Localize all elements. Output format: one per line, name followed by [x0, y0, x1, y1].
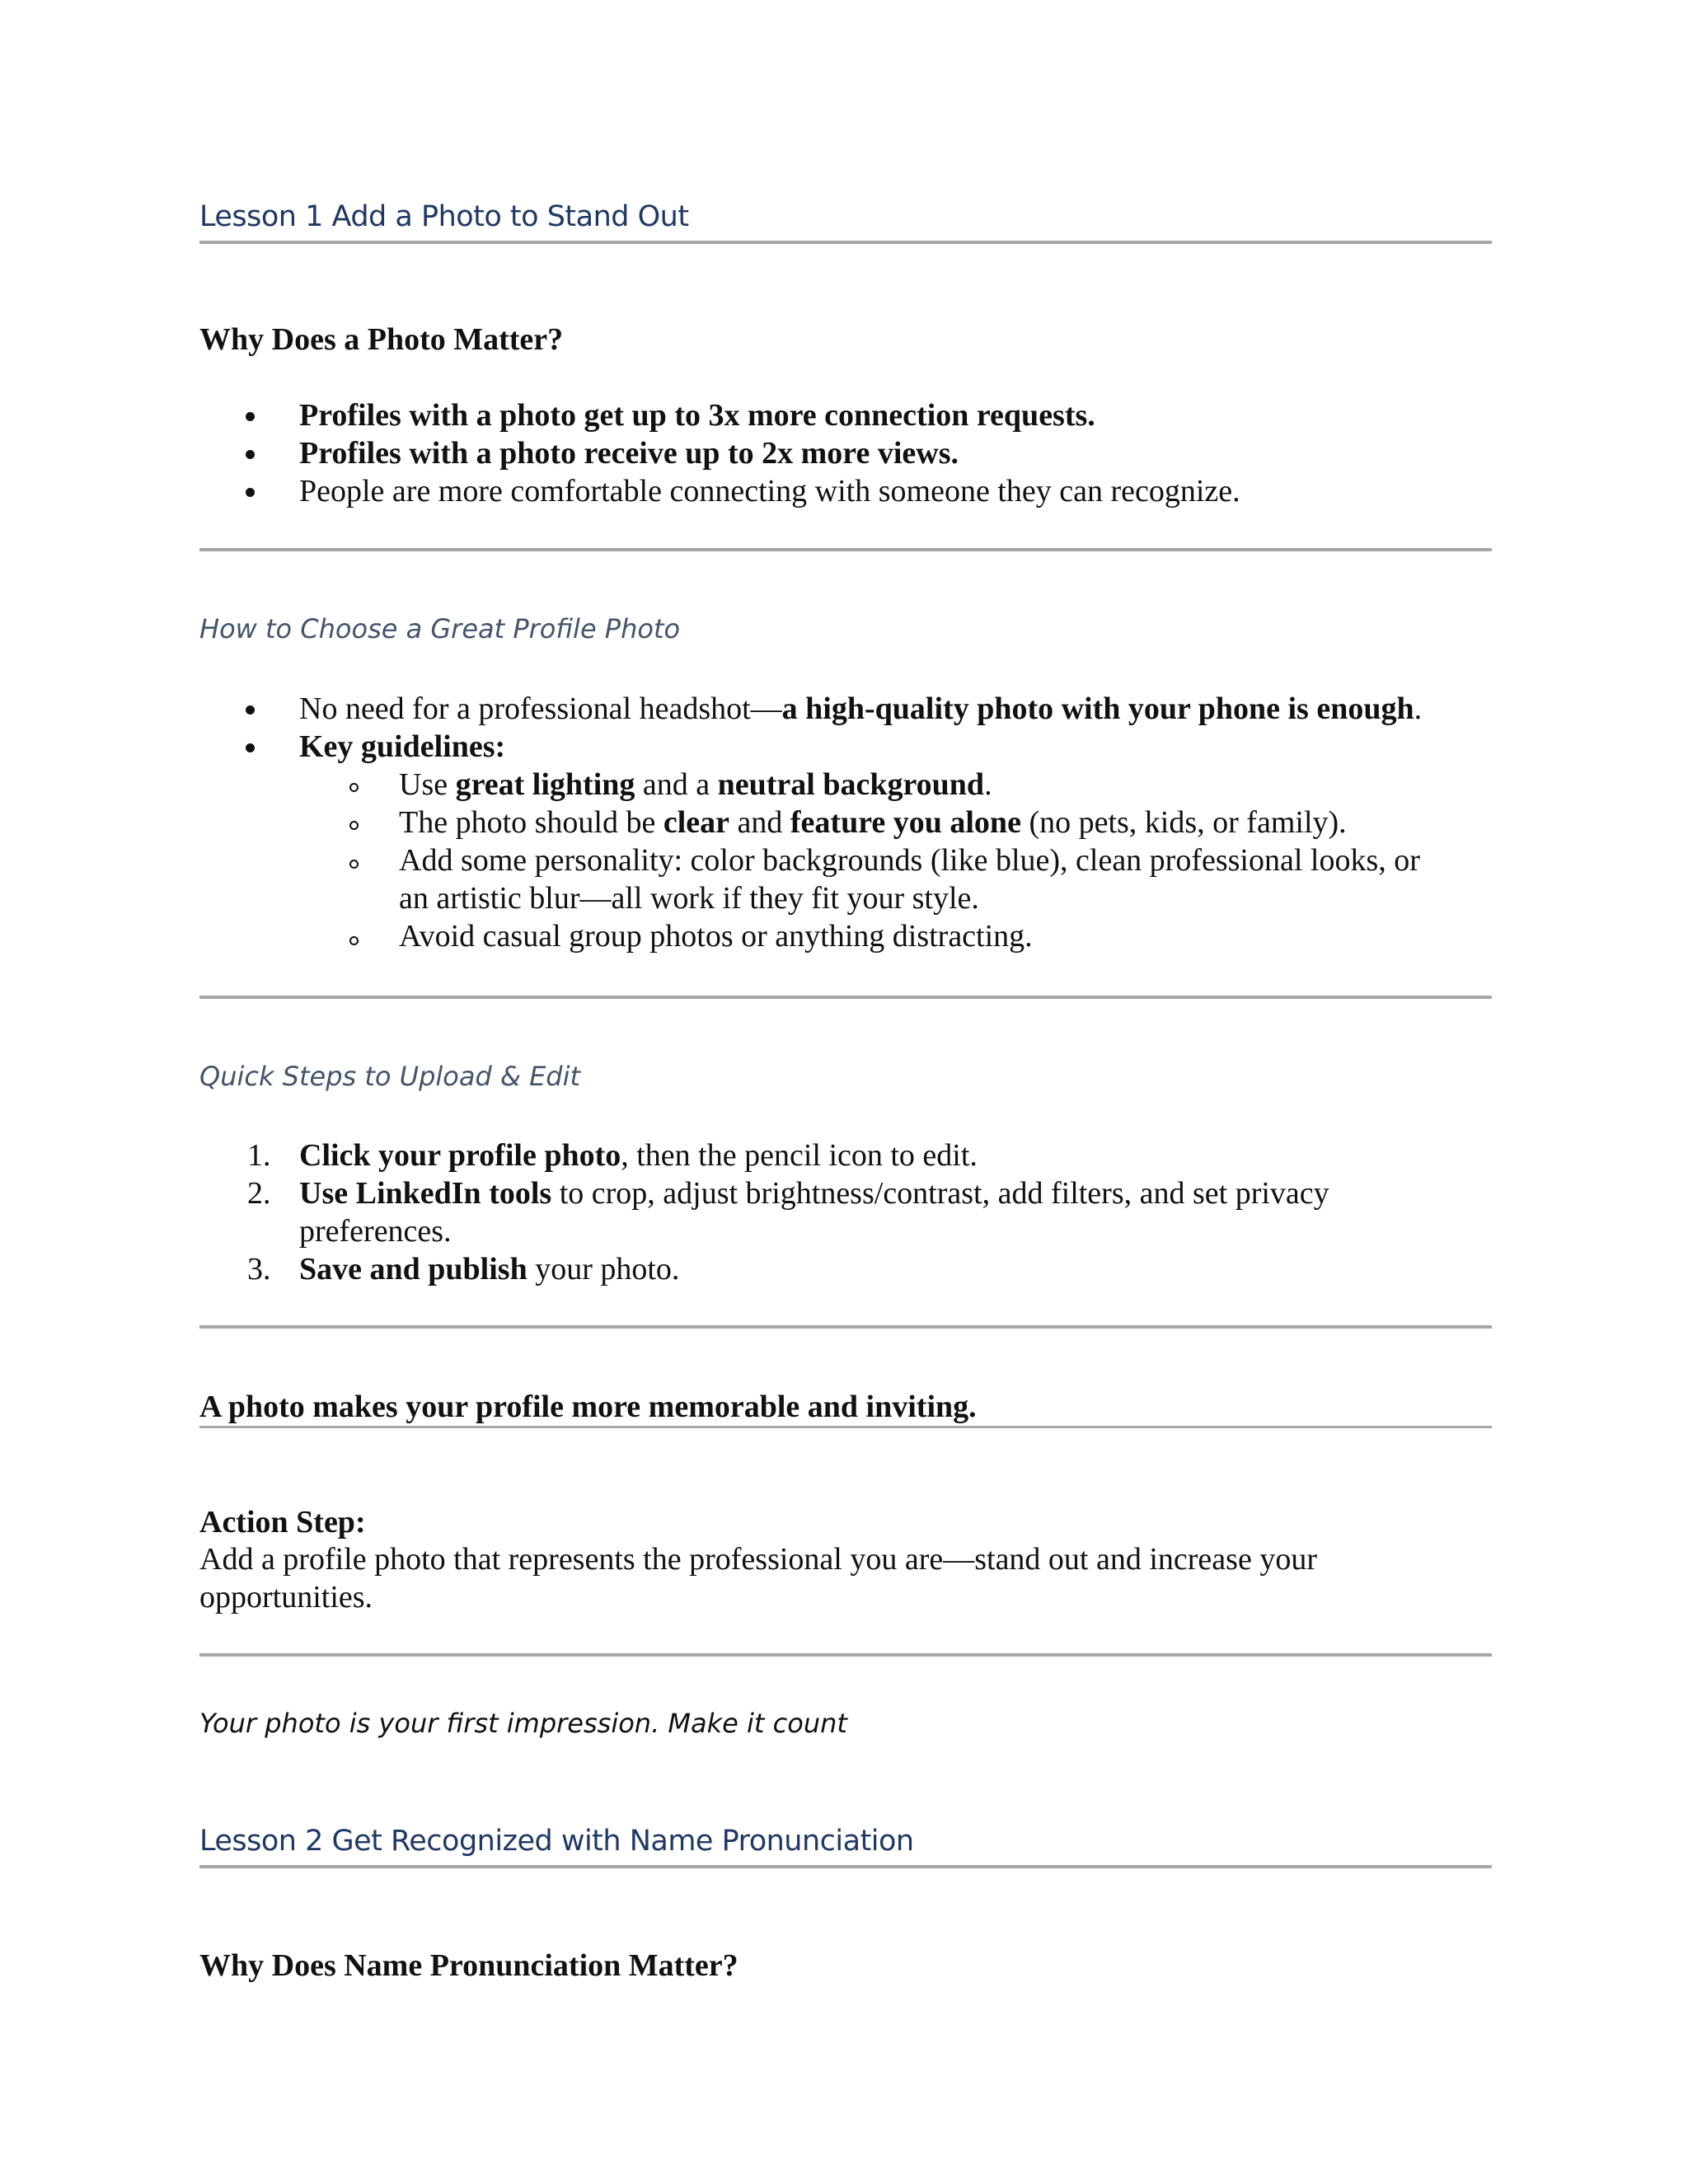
why-item-3: People are more comfortable connecting with someone they can recognize.	[299, 474, 1240, 509]
bullet-icon	[246, 705, 255, 715]
step-2-number: 2.	[247, 1176, 271, 1211]
action-step-line-2: opportunities.	[199, 1580, 373, 1615]
sub-bullet-icon	[349, 821, 359, 830]
step-1: Click your profile photo, then the pencil icon to edit.	[299, 1138, 978, 1173]
lesson-1-title: Lesson 1 Add a Photo to Stand Out	[199, 200, 689, 233]
guideline-2: The photo should be clear and feature you alone (no pets, kids, or family).	[399, 805, 1347, 840]
action-step-heading: Action Step:	[199, 1505, 366, 1540]
bullet-icon	[246, 743, 255, 752]
closing-quote: Your photo is your first impression. Make it count	[199, 1708, 847, 1739]
guideline-1: Use great lighting and a neutral background.	[399, 767, 992, 802]
step-2: Use LinkedIn tools to crop, adjust brightness/contrast, add filters, and set privacy	[299, 1176, 1329, 1211]
bullet-icon	[246, 450, 255, 459]
sub-bullet-icon	[349, 936, 359, 945]
divider	[199, 241, 1492, 244]
why-pronunciation-heading: Why Does Name Pronunciation Matter?	[199, 1948, 738, 1983]
divider	[199, 548, 1492, 551]
why-photo-heading: Why Does a Photo Matter?	[199, 322, 564, 357]
guideline-4: Avoid casual group photos or anything distracting.	[399, 919, 1033, 954]
lesson-2-title: Lesson 2 Get Recognized with Name Pronunciation	[199, 1825, 914, 1858]
steps-heading: Quick Steps to Upload & Edit	[199, 1061, 581, 1092]
memorable-statement: A photo makes your profile more memorable and inviting.	[199, 1390, 977, 1424]
guideline-3-line-1: Add some personality: color backgrounds (like blue), clean professional looks, or	[399, 843, 1420, 878]
divider	[199, 996, 1492, 999]
sub-bullet-icon	[349, 860, 359, 869]
why-item-2: Profiles with a photo receive up to 2x more views.	[299, 436, 959, 471]
divider	[199, 1325, 1492, 1329]
sub-bullet-icon	[349, 783, 359, 792]
bullet-icon	[246, 488, 255, 497]
divider	[199, 1653, 1492, 1657]
bullet-icon	[246, 412, 255, 421]
step-3-number: 3.	[247, 1252, 271, 1286]
step-3: Save and publish your photo.	[299, 1252, 680, 1286]
choose-item-1: No need for a professional headshot—a high-quality photo with your phone is enough.	[299, 691, 1423, 726]
divider	[199, 1426, 1492, 1428]
step-2-line-2: preferences.	[299, 1214, 452, 1249]
step-1-number: 1.	[247, 1138, 271, 1173]
guideline-3-line-2: an artistic blur—all work if they fit your style.	[399, 881, 979, 916]
action-step-line-1: Add a profile photo that represents the professional you are—stand out and increase your	[199, 1542, 1317, 1577]
why-item-1: Profiles with a photo get up to 3x more connection requests.	[299, 398, 1095, 433]
choose-photo-heading: How to Choose a Great Profile Photo	[199, 613, 681, 644]
divider	[199, 1865, 1492, 1868]
choose-item-2: Key guidelines:	[299, 729, 506, 764]
